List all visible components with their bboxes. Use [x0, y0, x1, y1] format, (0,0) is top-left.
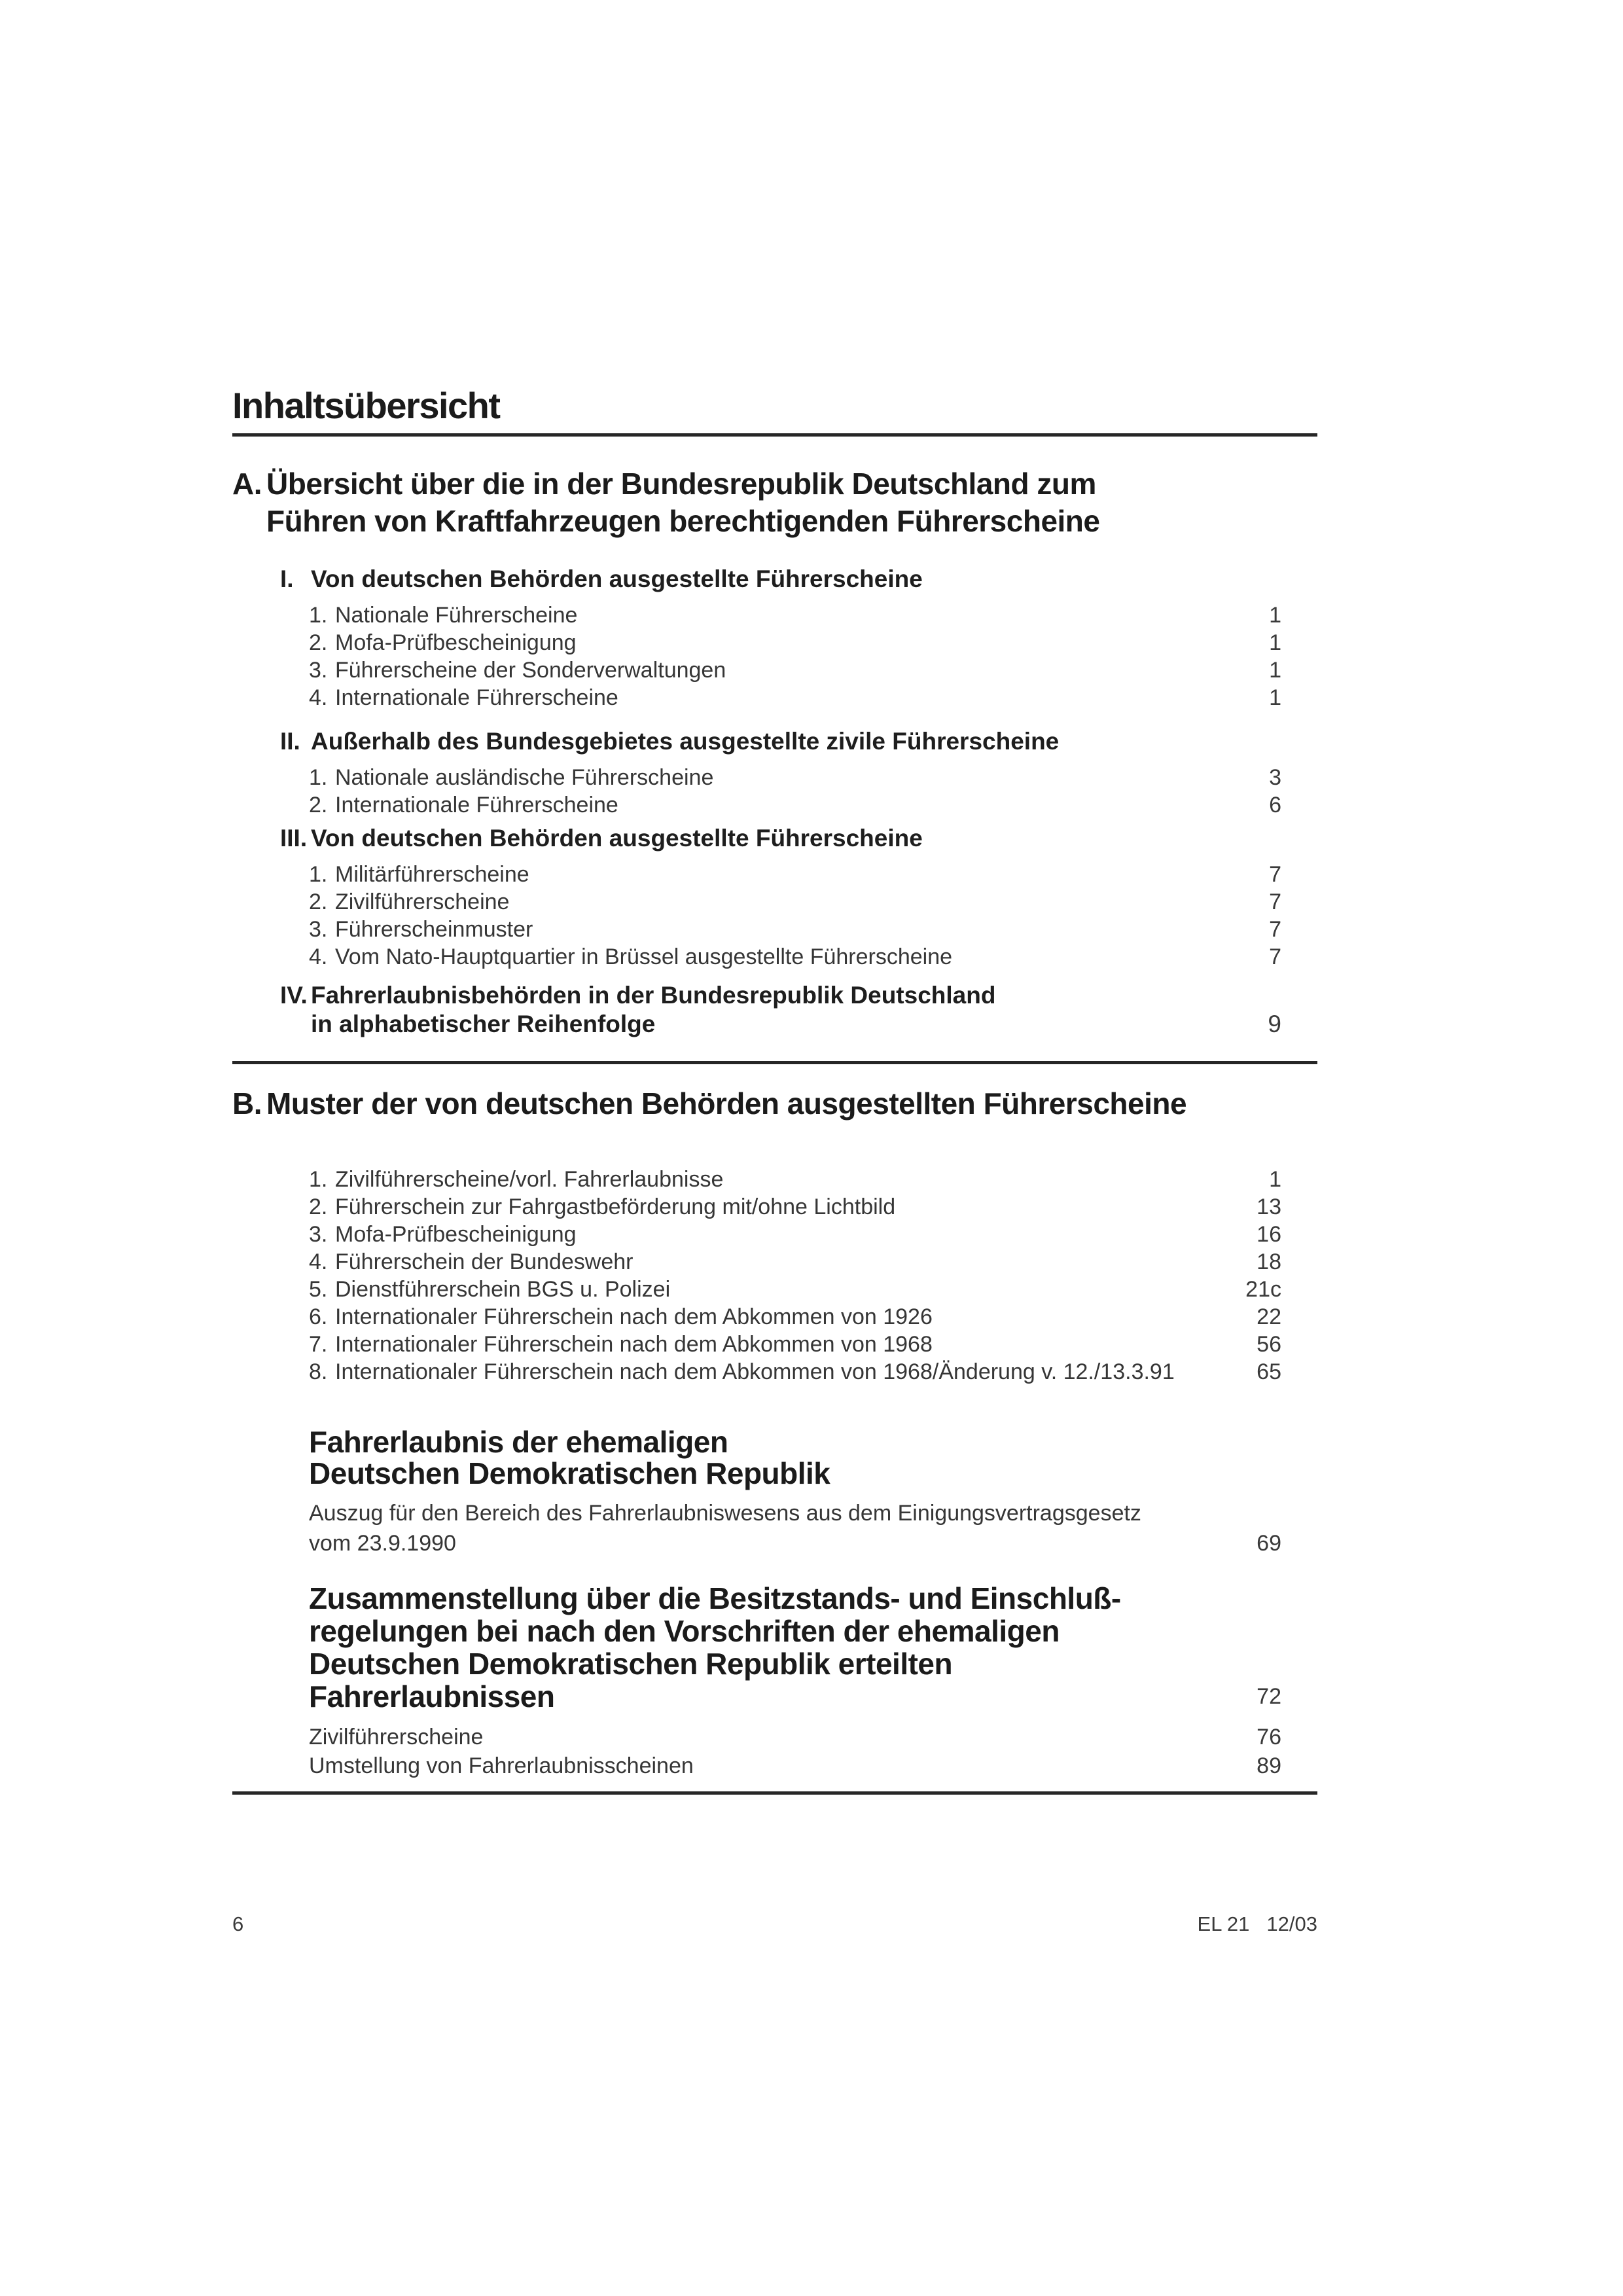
- toc-item: [309, 1166, 1281, 1193]
- toc-item-text: [309, 943, 952, 971]
- toc-item-page: 1: [1269, 630, 1281, 655]
- toc-item-label: Zivilführerscheine/vorl. Fahrerlaubnisse: [335, 1167, 724, 1192]
- subsection-ii-title: Außerhalb des Bundesgebietes ausgestellte zivile Führerscheine: [311, 728, 1060, 755]
- toc-item-page: 7: [1269, 944, 1281, 969]
- subsection-iv-body: [311, 981, 1281, 1039]
- subsection-ii-label: II.: [280, 728, 300, 755]
- toc-item-text: [309, 791, 618, 819]
- section-a-title-line1: Übersicht über die in der Bundesrepublik Deutschland zum: [266, 467, 1096, 501]
- toc-item-label: Führerschein der Bundeswehr: [335, 1249, 633, 1274]
- divider-rule-top: [232, 433, 1317, 437]
- ddr-heading: [309, 1426, 1317, 1489]
- toc-item: [309, 888, 1281, 916]
- toc-item-number: 7.: [309, 1332, 328, 1357]
- toc-item: [309, 916, 1281, 943]
- toc-item-label: Mofa-Prüfbescheinigung: [335, 1222, 577, 1247]
- toc-item-page: 13: [1257, 1194, 1281, 1219]
- toc-item: [309, 629, 1281, 656]
- zusammenstellung-line1: Zusammenstellung über die Besitzstands- und Einschluß-: [309, 1581, 1121, 1615]
- footer-page-number: 6: [232, 1912, 244, 1935]
- toc-item-number: 2.: [309, 1194, 328, 1219]
- footer-edition-info: [1198, 1912, 1317, 1936]
- toc-item-page: 3: [1269, 765, 1281, 790]
- section-b-heading: [232, 1085, 1317, 1122]
- toc-item-number: 4.: [309, 944, 328, 969]
- toc-item-number: 2.: [309, 889, 328, 914]
- ddr-heading-line2: Deutschen Demokratischen Republik: [309, 1456, 830, 1490]
- toc-item-label: Internationaler Führerschein nach dem Abkommen von 1968/Änderung v. 12./13.3.91: [335, 1359, 1175, 1384]
- toc-item-text: [309, 861, 529, 888]
- toc-item: [309, 1221, 1281, 1248]
- toc-item: [309, 1723, 1281, 1751]
- toc-item-number: 1.: [309, 603, 328, 628]
- toc-item: [309, 764, 1281, 791]
- toc-item-text: [309, 684, 618, 711]
- section-b-title: Muster der von deutschen Behörden ausgestellten Führerscheine: [266, 1086, 1187, 1121]
- toc-item-label: Führerscheinmuster: [335, 917, 533, 942]
- ddr-heading-line1: Fahrerlaubnis der ehemaligen: [309, 1425, 728, 1459]
- toc-item-label: Dienstführerschein BGS u. Polizei: [335, 1277, 671, 1302]
- toc-item-number: 3.: [309, 917, 328, 942]
- zusammenstellung-heading: [309, 1582, 1121, 1713]
- toc-item-text: [309, 1193, 895, 1221]
- subsection-iii-heading: [280, 824, 1317, 853]
- toc-item-number: 6.: [309, 1304, 328, 1329]
- toc-item-text: [309, 656, 726, 684]
- toc-item-number: 4.: [309, 685, 328, 710]
- toc-item-label: Internationale Führerscheine: [335, 793, 618, 817]
- toc-item-number: 1.: [309, 765, 328, 790]
- subsection-iv-title-line2: in alphabetischer Reihenfolge: [311, 1011, 656, 1037]
- ddr-plain-rows: [309, 1723, 1281, 1780]
- toc-item-text: [309, 764, 713, 791]
- divider-rule-middle: [232, 1061, 1317, 1064]
- toc-item-label: Militärführerscheine: [335, 862, 529, 887]
- subsection-iv-label: IV.: [280, 982, 308, 1009]
- toc-item: [309, 684, 1281, 711]
- section-a-title: [266, 465, 1215, 540]
- footer-edition: EL 21: [1197, 1912, 1250, 1935]
- toc-item: [309, 601, 1281, 629]
- zusammenstellung-line4: Fahrerlaubnissen: [309, 1679, 555, 1713]
- toc-item-page: 16: [1257, 1222, 1281, 1247]
- subsection-iv-heading: [280, 981, 1281, 1039]
- subsection-iv-title-line1: Fahrerlaubnisbehörden in der Bundesrepublik Deutschland: [311, 982, 996, 1009]
- toc-item-text: [309, 1358, 1175, 1386]
- toc-item-page: 1: [1269, 658, 1281, 683]
- section-a-heading: [232, 465, 1317, 540]
- toc-item-text: [309, 1303, 933, 1331]
- toc-item: [309, 1752, 1281, 1780]
- subsection-iii-title: Von deutschen Behörden ausgestellte Führerscheine: [311, 825, 923, 852]
- subsection-iii-items: [309, 861, 1281, 971]
- toc-item-label: Zivilführerscheine: [335, 889, 510, 914]
- toc-item-label: Internationaler Führerschein nach dem Abkommen von 1968: [335, 1332, 933, 1357]
- toc-item-label: Internationale Führerscheine: [335, 685, 618, 710]
- subsection-ii-items: [309, 764, 1281, 819]
- toc-item-page: 21c: [1245, 1277, 1281, 1302]
- toc-item-label: Nationale Führerscheine: [335, 603, 578, 628]
- page-title: Inhaltsübersicht: [232, 385, 500, 426]
- toc-item-page: 6: [1269, 793, 1281, 817]
- toc-item-text: [309, 1248, 633, 1276]
- zusammenstellung-line2: regelungen bei nach den Vorschriften der ehemaligen: [309, 1614, 1060, 1648]
- auszug-entry: [309, 1498, 1281, 1558]
- subsection-iii-label: III.: [280, 825, 308, 852]
- toc-item: [309, 1276, 1281, 1303]
- toc-item-page: 69: [1257, 1531, 1281, 1556]
- section-b-items: [309, 1166, 1281, 1386]
- toc-item-text: [309, 1221, 577, 1248]
- subsection-i-label: I.: [280, 565, 294, 592]
- toc-item-label: Vom Nato-Hauptquartier in Brüssel ausgestellte Führerscheine: [335, 944, 953, 969]
- toc-item-page: 72: [1257, 1684, 1281, 1709]
- toc-item: [309, 1193, 1281, 1221]
- divider-rule-bottom: [232, 1791, 1317, 1795]
- toc-item-text: [309, 629, 577, 656]
- toc-item-page: 65: [1257, 1359, 1281, 1384]
- toc-item-page: 7: [1269, 889, 1281, 914]
- toc-item-label: Nationale ausländische Führerscheine: [335, 765, 714, 790]
- toc-item: [309, 1303, 1281, 1331]
- subsection-iv-title: [311, 981, 995, 1039]
- subsection-i-items: [309, 601, 1281, 711]
- section-a-label: A.: [232, 467, 262, 501]
- toc-item: [309, 1358, 1281, 1386]
- toc-item-text: [309, 1331, 933, 1358]
- auszug-text-line2: vom 23.9.1990: [309, 1531, 456, 1556]
- toc-item: [309, 1331, 1281, 1358]
- auszug-text: [309, 1498, 1141, 1558]
- section-b-label: B.: [232, 1086, 262, 1121]
- subsection-i-title: Von deutschen Behörden ausgestellte Führerscheine: [311, 565, 923, 592]
- toc-item-text: [309, 1166, 723, 1193]
- toc-item-number: 2.: [309, 630, 328, 655]
- subsection-i-heading: [280, 565, 1317, 594]
- auszug-text-line1: Auszug für den Bereich des Fahrerlaubniswesens aus dem Einigungsvertragsgesetz: [309, 1501, 1141, 1526]
- toc-item-page: 7: [1269, 917, 1281, 942]
- toc-item-number: 3.: [309, 658, 328, 683]
- toc-item: [309, 1248, 1281, 1276]
- toc-item-label: Führerscheine der Sonderverwaltungen: [335, 658, 726, 683]
- toc-item: [309, 791, 1281, 819]
- toc-item-number: 5.: [309, 1277, 328, 1302]
- toc-item-text: [309, 916, 533, 943]
- page-footer: [232, 1912, 1317, 1936]
- toc-item: [309, 943, 1281, 971]
- zusammenstellung-entry: [309, 1582, 1281, 1713]
- subsection-ii-heading: [280, 727, 1317, 756]
- toc-item-text: [309, 1276, 670, 1303]
- footer-date: 12/03: [1266, 1912, 1317, 1935]
- toc-item: [309, 861, 1281, 888]
- section-a-title-line2: Führen von Kraftfahrzeugen berechtigenden Führerscheine: [266, 504, 1100, 538]
- toc-item-text: [309, 601, 577, 629]
- toc-item-page: 56: [1257, 1332, 1281, 1357]
- toc-item-number: 4.: [309, 1249, 328, 1274]
- toc-item-page: 7: [1269, 862, 1281, 887]
- toc-item: [309, 656, 1281, 684]
- toc-item-page: 89: [1257, 1753, 1281, 1778]
- toc-item-label: Führerschein zur Fahrgastbeförderung mit/ohne Lichtbild: [335, 1194, 896, 1219]
- toc-item-label: Internationaler Führerschein nach dem Abkommen von 1926: [335, 1304, 933, 1329]
- toc-item-text: [309, 888, 509, 916]
- toc-item-page: 9: [1268, 1011, 1281, 1037]
- toc-item-page: 18: [1257, 1249, 1281, 1274]
- toc-item-page: 22: [1257, 1304, 1281, 1329]
- toc-item-number: 3.: [309, 1222, 328, 1247]
- toc-item-page: 1: [1269, 685, 1281, 710]
- page-content: [232, 0, 1317, 1936]
- toc-item-number: 8.: [309, 1359, 328, 1384]
- toc-item-page: 1: [1269, 1167, 1281, 1192]
- toc-item-page: 76: [1257, 1725, 1281, 1749]
- toc-item-page: 1: [1269, 603, 1281, 628]
- toc-item-number: 1.: [309, 1167, 328, 1192]
- zusammenstellung-line3: Deutschen Demokratischen Republik erteilten: [309, 1647, 953, 1681]
- toc-item-label: Mofa-Prüfbescheinigung: [335, 630, 577, 655]
- toc-item-label: Zivilführerscheine: [309, 1725, 484, 1749]
- toc-item-number: 2.: [309, 793, 328, 817]
- toc-item-number: 1.: [309, 862, 328, 887]
- toc-item-label: Umstellung von Fahrerlaubnisscheinen: [309, 1753, 694, 1778]
